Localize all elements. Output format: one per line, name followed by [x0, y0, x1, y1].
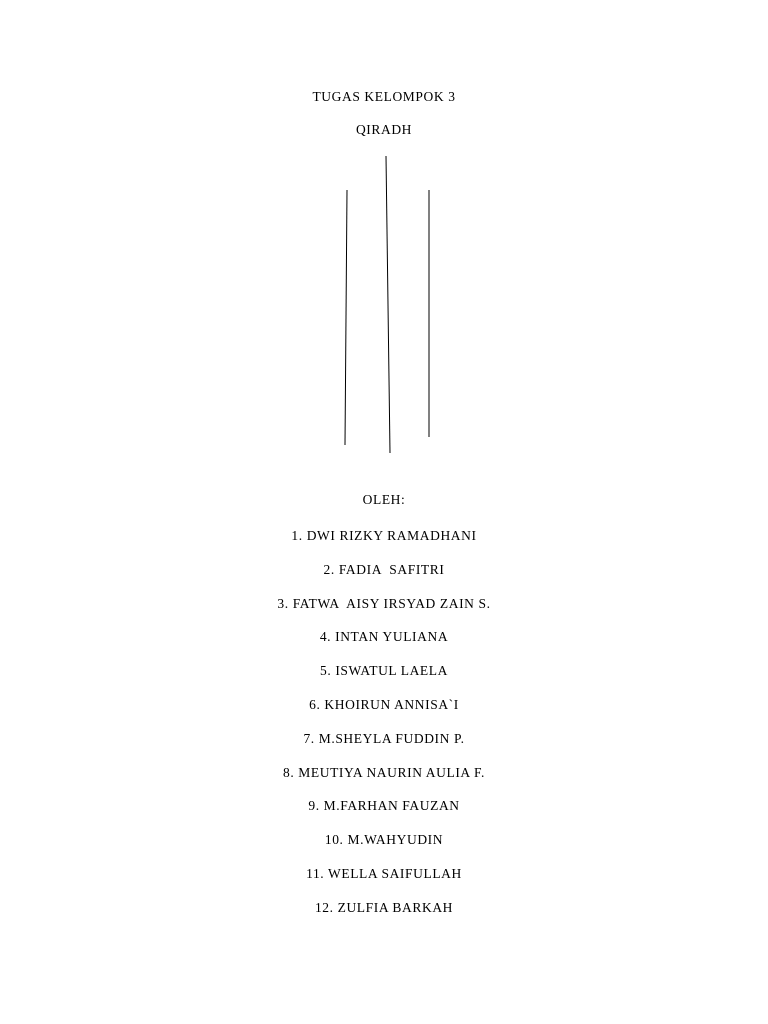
document-title: TUGAS KELOMPOK 3: [312, 89, 456, 104]
member-item: 7. M.SHEYLA FUDDIN P.: [303, 731, 465, 746]
document-subtitle: QIRADH: [355, 122, 413, 137]
member-item: 4. INTAN YULIANA: [319, 629, 449, 644]
authors-label: OLEH:: [362, 492, 406, 507]
member-item: 2. FADIA SAFITRI: [323, 562, 445, 577]
member-item: 10. M.WAHYUDIN: [324, 832, 444, 847]
member-item: 12. ZULFIA BARKAH: [314, 900, 454, 915]
member-item: 8. MEUTIYA NAURIN AULIA F.: [282, 765, 486, 780]
member-item: 9. M.FARHAN FAUZAN: [308, 798, 460, 813]
member-item: 5. ISWATUL LAELA: [320, 663, 448, 678]
member-item: 3. FATWA AISY IRSYAD ZAIN S.: [277, 596, 491, 611]
decorative-line-middle: [386, 156, 390, 453]
member-item: 6. KHOIRUN ANNISA`I: [309, 697, 459, 712]
decorative-line-left: [345, 190, 347, 445]
member-item: 1. DWI RIZKY RAMADHANI: [291, 528, 477, 543]
member-item: 11. WELLA SAIFULLAH: [306, 866, 462, 881]
